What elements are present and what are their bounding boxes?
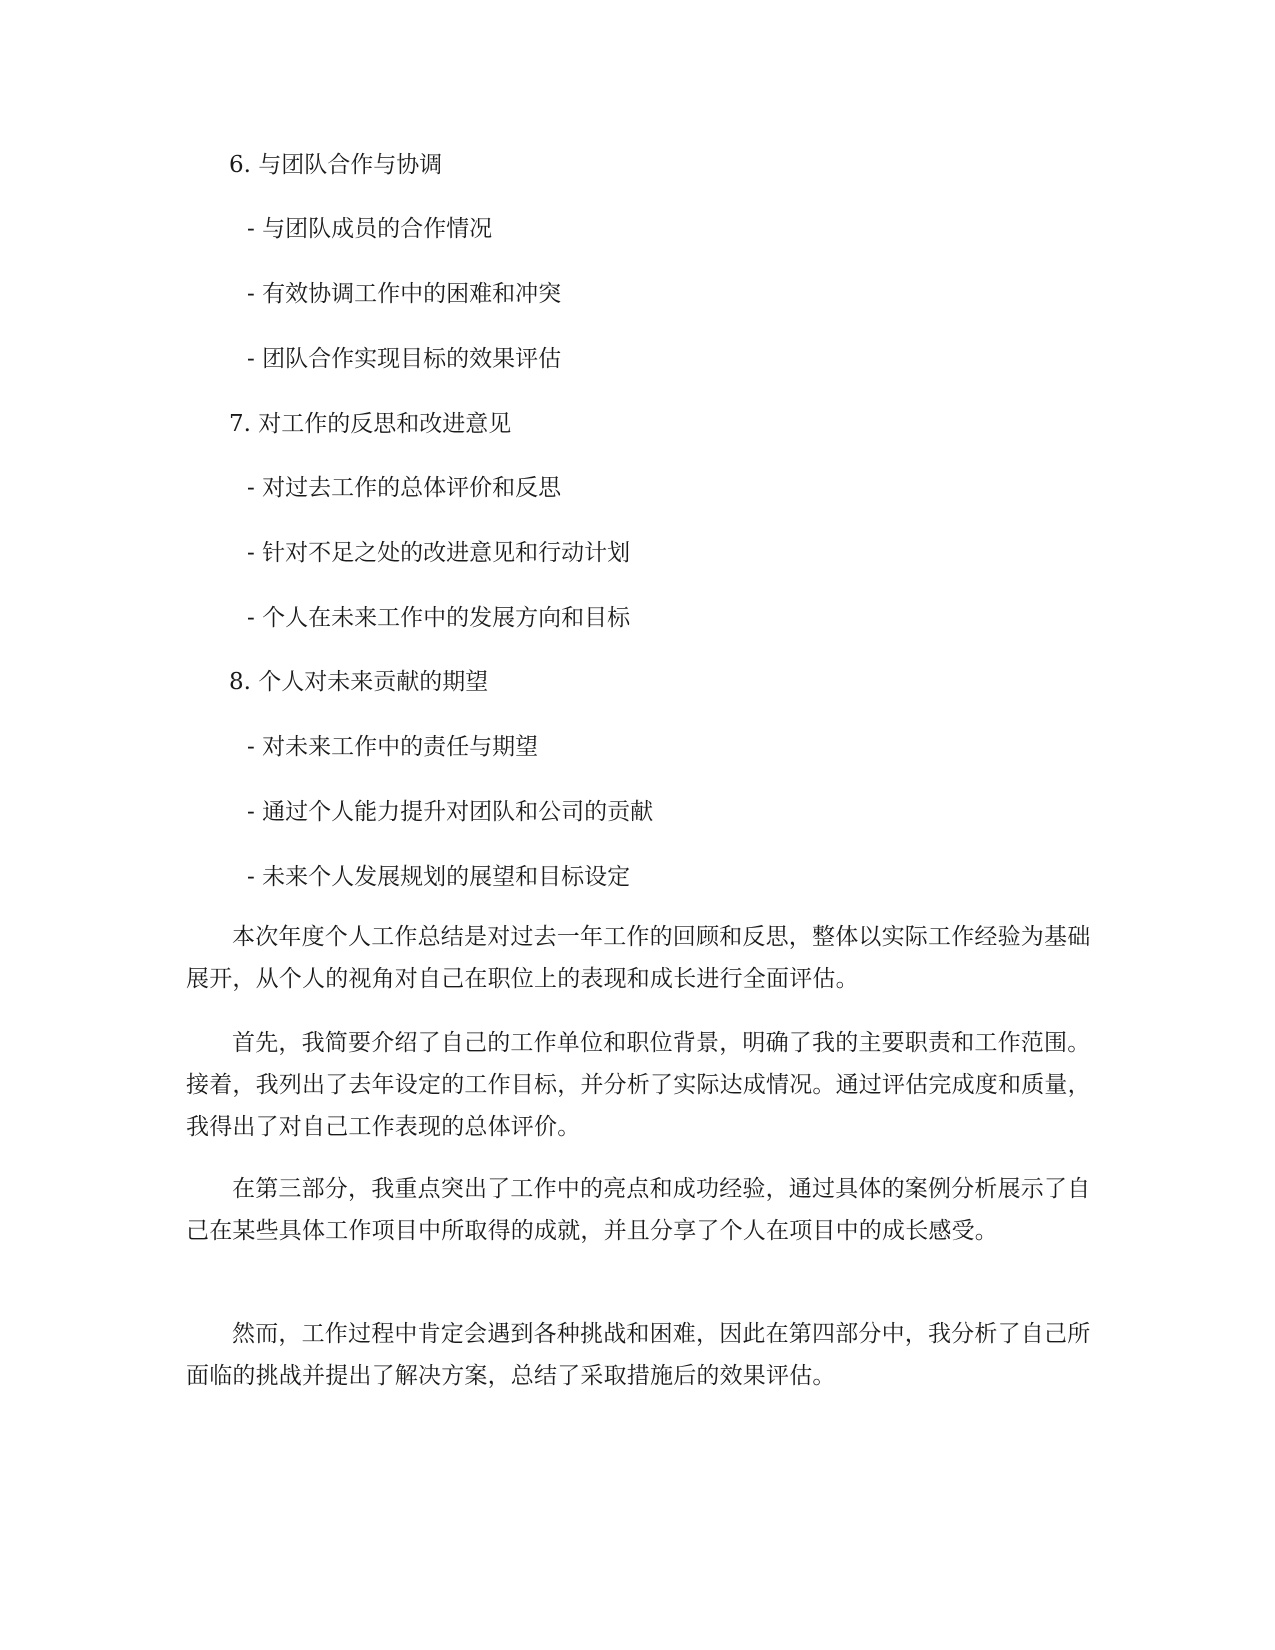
list-item: - 团队合作实现目标的效果评估 (247, 346, 562, 372)
list-item: - 对过去工作的总体评价和反思 (247, 475, 562, 501)
section-heading: 6. 与团队合作与协调 (229, 152, 443, 178)
list-item: - 针对不足之处的改进意见和行动计划 (247, 540, 631, 566)
list-item: - 通过个人能力提升对团队和公司的贡献 (247, 799, 654, 825)
section-heading: 8. 个人对未来贡献的期望 (229, 669, 489, 695)
list-item: - 与团队成员的合作情况 (247, 216, 493, 242)
body-paragraph: 然而，工作过程中肯定会遇到各种挑战和困难，因此在第四部分中，我分析了自己所面临的挑战并提出了解决方案，总结了采取措施后的效果评估。 (186, 1321, 1091, 1389)
list-item: - 未来个人发展规划的展望和目标设定 (247, 864, 631, 890)
list-item: - 有效协调工作中的困难和冲突 (247, 281, 562, 307)
body-paragraph: 在第三部分，我重点突出了工作中的亮点和成功经验，通过具体的案例分析展示了自己在某些具体工作项目中所取得的成就，并且分享了个人在项目中的成长感受。 (186, 1176, 1091, 1244)
list-item: - 个人在未来工作中的发展方向和目标 (247, 605, 631, 631)
list-item: - 对未来工作中的责任与期望 (247, 734, 539, 760)
body-paragraph: 首先，我简要介绍了自己的工作单位和职位背景，明确了我的主要职责和工作范围。接着，我列出了去年设定的工作目标，并分析了实际达成情况。通过评估完成度和质量，我得出了对自己工作表现的总体评价。 (186, 1030, 1091, 1140)
section-heading: 7. 对工作的反思和改进意见 (229, 411, 512, 437)
body-paragraph: 本次年度个人工作总结是对过去一年工作的回顾和反思，整体以实际工作经验为基础展开，从个人的视角对自己在职位上的表现和成长进行全面评估。 (186, 924, 1091, 992)
